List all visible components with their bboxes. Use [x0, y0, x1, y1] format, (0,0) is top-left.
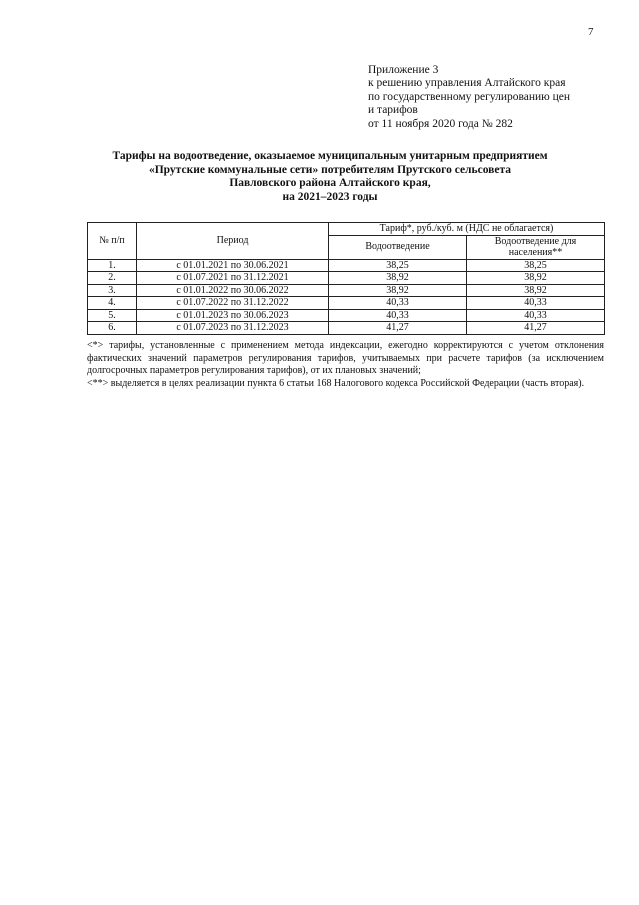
appendix-line: к решению управления Алтайского края	[368, 77, 566, 90]
title-line: Тарифы на водоотведение, оказыаемое муниципальным унитарным предприятием	[112, 150, 548, 162]
row-period: с 01.01.2022 по 30.06.2022	[137, 284, 329, 297]
appendix-line: и тарифов	[368, 104, 418, 117]
row-water-tariff: 40,33	[329, 309, 467, 322]
header-num: № п/п	[88, 223, 137, 260]
row-population-tariff: 40,33	[467, 297, 605, 310]
table-row	[88, 297, 605, 310]
row-period: с 01.01.2021 по 30.06.2021	[137, 259, 329, 272]
table-row	[88, 272, 605, 285]
row-num: 2.	[88, 272, 137, 285]
appendix-line: от 11 ноября 2020 года № 282	[368, 117, 513, 130]
row-period: с 01.01.2023 по 30.06.2023	[137, 309, 329, 322]
row-period: с 01.07.2022 по 31.12.2022	[137, 297, 329, 310]
document-title	[60, 150, 600, 204]
footnote-2: <**> выделяется в целях реализации пункта 6 статьи 168 Налогового кодекса Российской Федерации (часть вторая).	[87, 377, 585, 389]
row-water-tariff: 41,27	[329, 322, 467, 335]
title-line: на 2021–2023 годы	[282, 190, 378, 203]
title-line: «Прутские коммунальные сети» потребителям Прутского сельсовета	[148, 163, 512, 176]
row-num: 3.	[88, 284, 137, 297]
row-num: 4.	[88, 297, 137, 310]
appendix-line: Приложение 3	[368, 64, 439, 76]
appendix-line: по государственному регулированию цен	[368, 90, 571, 103]
row-population-tariff: 40,33	[467, 309, 605, 322]
header-period: Период	[137, 223, 329, 260]
row-water-tariff: 40,33	[329, 297, 467, 310]
header-tariff-group: Тариф*, руб./куб. м (НДС не облагается)	[329, 223, 605, 236]
row-water-tariff: 38,92	[329, 284, 467, 297]
title-line: Павловского района Алтайского края,	[229, 177, 431, 190]
footnotes	[87, 340, 604, 390]
row-population-tariff: 38,92	[467, 284, 605, 297]
table-row	[88, 284, 605, 297]
table-row	[88, 309, 605, 322]
row-population-tariff: 41,27	[467, 322, 605, 335]
table-row	[88, 322, 605, 335]
row-population-tariff: 38,25	[467, 259, 605, 272]
row-population-tariff: 38,92	[467, 272, 605, 285]
header-population: Водоотведение для населения**	[467, 235, 605, 259]
row-num: 6.	[88, 322, 137, 335]
footnote-1: <*> тарифы, установленные с применением метода индексации, ежегодно корректируются с учетом отклонения фактических значений параметров регулирования тарифов, учитываемых при расчете тарифов (за исключением долгосрочных параметров регулирования тарифов), от их плановых значений;	[87, 340, 604, 377]
row-water-tariff: 38,92	[329, 272, 467, 285]
row-period: с 01.07.2023 по 31.12.2023	[137, 322, 329, 335]
tariff-table	[87, 222, 605, 335]
row-water-tariff: 38,25	[329, 259, 467, 272]
appendix-block	[368, 64, 570, 131]
row-period: с 01.07.2021 по 31.12.2021	[137, 272, 329, 285]
row-num: 1.	[88, 259, 137, 272]
header-water: Водоотведение	[329, 235, 467, 259]
page-number: 7	[588, 26, 594, 38]
table-row	[88, 259, 605, 272]
row-num: 5.	[88, 309, 137, 322]
